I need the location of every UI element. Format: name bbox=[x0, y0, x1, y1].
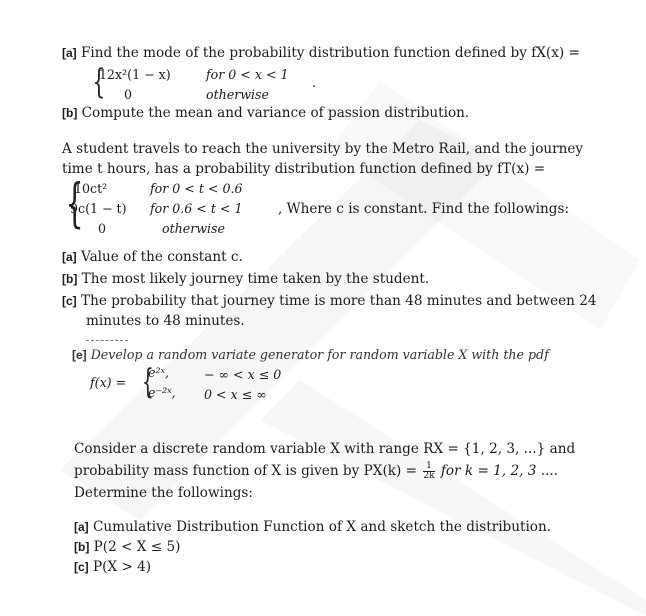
q4-c-line bbox=[74, 558, 151, 576]
q4-c-tag: [c] bbox=[74, 560, 89, 574]
q1-a-text: Find the mode of the probability distribution function defined by fX(x) = bbox=[81, 45, 580, 61]
dashed-mark bbox=[86, 340, 128, 341]
q1-b-line bbox=[62, 104, 469, 122]
q1-case1-expr: 12x²(1 − x) bbox=[99, 67, 171, 82]
q4-a-tag: [a] bbox=[74, 520, 89, 534]
q2-c-tag: [c] bbox=[62, 294, 77, 308]
q1-a-line bbox=[62, 44, 580, 62]
q2-case1-expr: 10ct² bbox=[74, 181, 108, 196]
q4-a-line bbox=[74, 518, 551, 536]
q3-tag: [e] bbox=[72, 348, 87, 362]
q1-a-tag: [a] bbox=[62, 46, 77, 60]
q2-a-line bbox=[62, 248, 243, 266]
q1-b-tag: [b] bbox=[62, 106, 78, 120]
q4-b-line bbox=[74, 538, 180, 556]
q4-line2 bbox=[74, 462, 558, 481]
q2-b-text: The most likely journey time taken by the student. bbox=[81, 271, 430, 287]
q4-c-text: P(X > 4) bbox=[93, 559, 152, 575]
q2-a-tag: [a] bbox=[62, 250, 77, 264]
q1-case2-cond: otherwise bbox=[206, 87, 269, 102]
q3-case2-cond: 0 < x ≤ ∞ bbox=[204, 387, 267, 402]
q1-b-text: Compute the mean and variance of passion distribution. bbox=[81, 105, 470, 121]
q4-b-text: P(2 < X ≤ 5) bbox=[93, 539, 181, 555]
q3-case1-cond: − ∞ < x ≤ 0 bbox=[204, 367, 282, 382]
q1-brace: { bbox=[92, 62, 106, 102]
q2-c-line bbox=[62, 292, 597, 310]
q2-case1-cond: for 0 < t < 0.6 bbox=[150, 181, 243, 196]
q3-case2-expr: e⁻²ˣ, bbox=[148, 385, 176, 400]
q4-frac-den: 2k bbox=[423, 471, 435, 481]
q4-a-text: Cumulative Distribution Function of X and sketch the distribution. bbox=[93, 519, 552, 535]
q2-case2-expr: 9c(1 − t) bbox=[70, 201, 127, 216]
q2-case3-expr: 0 bbox=[98, 221, 107, 236]
q2-case3-cond: otherwise bbox=[162, 221, 225, 236]
q3-text: Develop a random variate generator for random variable X with the pdf bbox=[90, 347, 549, 362]
q4-frac-num: 1 bbox=[423, 462, 434, 472]
q1-case1-cond: for 0 < x < 1 bbox=[206, 67, 289, 82]
q2-c-text-2: minutes to 48 minutes. bbox=[86, 313, 245, 329]
q2-c-text-1: The probability that journey time is more than 48 minutes and between 24 bbox=[81, 293, 597, 309]
q4-fraction bbox=[423, 462, 434, 481]
q3-case1-expr: e²ˣ, bbox=[148, 365, 169, 380]
q2-brace: { bbox=[65, 174, 84, 234]
q3-fx-label: f(x) = bbox=[90, 375, 127, 390]
q4-line3: Determine the followings: bbox=[74, 485, 253, 501]
q4-b-tag: [b] bbox=[74, 540, 90, 554]
q1-period: . bbox=[312, 75, 317, 90]
q2-b-tag: [b] bbox=[62, 272, 78, 286]
q1-case2-expr: 0 bbox=[124, 87, 133, 102]
q2-a-text: Value of the constant c. bbox=[81, 249, 243, 265]
q2-intro-line2: time t hours, has a probability distribution function defined by fT(x) = bbox=[62, 161, 546, 177]
q4-line2-pre: probability mass function of X is given by PX(k) = bbox=[74, 463, 418, 479]
q2-intro-line1: A student travels to reach the university by the Metro Rail, and the journey bbox=[62, 141, 584, 157]
q2-case2-cond: for 0.6 < t < 1 bbox=[150, 201, 243, 216]
q3-brace: { bbox=[141, 362, 154, 402]
q4-line1: Consider a discrete random variable X with range RX = {1, 2, 3, ...} and bbox=[74, 441, 576, 457]
q2-b-line bbox=[62, 270, 429, 288]
q4-line2-post: for k = 1, 2, 3 .... bbox=[440, 463, 558, 479]
q2-case2-tail: , Where c is constant. Find the followings: bbox=[278, 201, 570, 217]
